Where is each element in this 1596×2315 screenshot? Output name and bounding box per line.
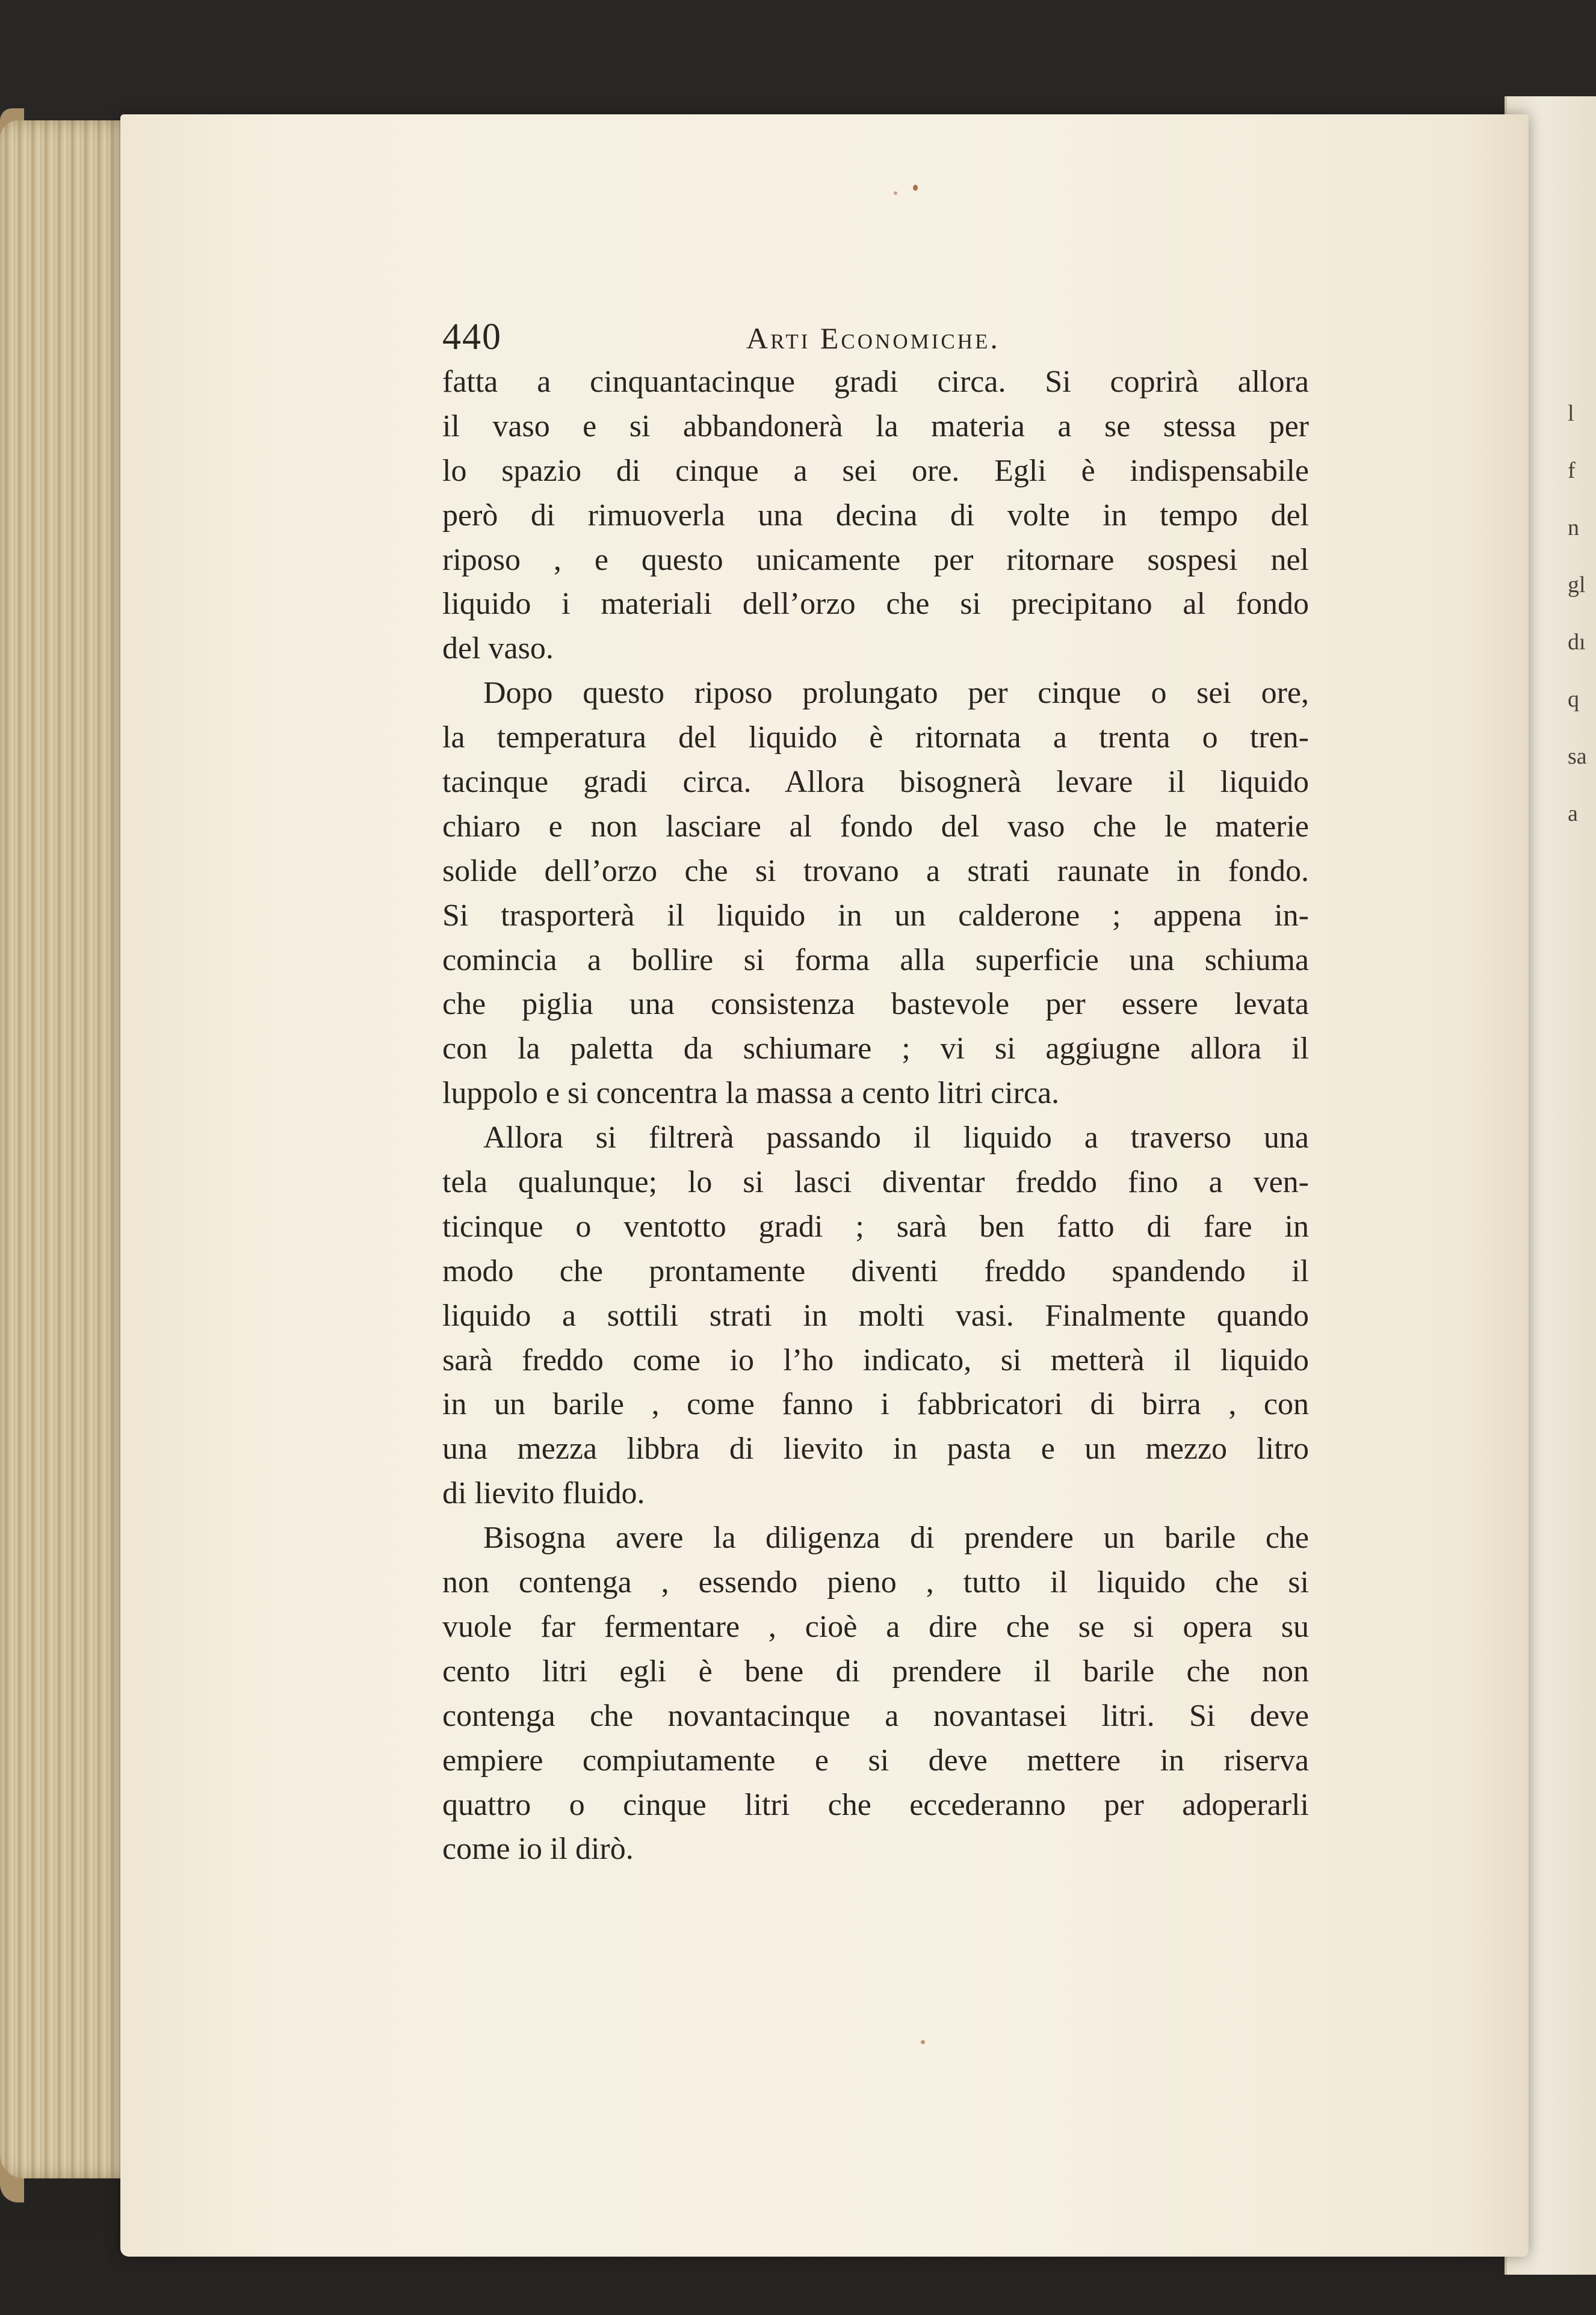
text-line: riposo , e questo unicamente per ritornare sospesi nel [442, 542, 1309, 577]
text-line: il vaso e si abbandonerà la materia a se stessa per [442, 409, 1309, 444]
text-line: in un barile , come fanno i fabbricatori di birra , con [442, 1387, 1309, 1422]
adjacent-page-fragment: n [1568, 515, 1579, 540]
text-line: empiere compiutamente e si deve mettere in riserva [442, 1743, 1309, 1778]
running-title: Arti Economiche. [746, 321, 1000, 355]
book-page-edges [0, 120, 138, 2178]
paragraph [442, 1516, 1309, 1871]
adjacent-page-fragment: f [1568, 458, 1576, 483]
text-line: Bisogna avere la diligenza di prendere un barile che [483, 1521, 1309, 1556]
text-line: liquido i materiali dell’orzo che si precipitano al fondo [442, 587, 1309, 622]
adjacent-page-fragment: sa [1568, 744, 1587, 769]
paper-speck [921, 2040, 925, 2044]
paper-speck [894, 191, 897, 195]
text-line: non contenga , essendo pieno , tutto il liquido che si [442, 1565, 1309, 1600]
paper-speck [913, 185, 918, 191]
text-line: comincia a bollire si forma alla superficie una schiuma [442, 942, 1309, 977]
paragraph [442, 360, 1309, 671]
adjacent-page-fragment: gl [1568, 572, 1586, 598]
text-line: tacinque gradi circa. Allora bisognerà levare il liquido [442, 765, 1309, 800]
adjacent-page-fragment: q [1568, 687, 1579, 712]
adjacent-page-text-fragments [1568, 385, 1596, 842]
adjacent-page-fragment: l [1568, 401, 1574, 426]
text-line: modo che prontamente diventi freddo spandendo il [442, 1253, 1309, 1288]
text-line: che piglia una consistenza bastevole per essere levata [442, 987, 1309, 1022]
adjacent-page-fragment: a [1568, 801, 1578, 826]
text-line: fatta a cinquantacinque gradi circa. Si coprirà allora [442, 365, 1309, 399]
text-line: tela qualunque; lo si lasci diventar freddo fino a ven- [442, 1165, 1309, 1200]
text-line: del vaso. [442, 631, 554, 666]
page-number: 440 [442, 317, 502, 357]
text-line: cento litri egli è bene di prendere il barile che non [442, 1654, 1309, 1689]
text-line: vuole far fermentare , cioè a dire che se si opera su [442, 1609, 1309, 1644]
text-line: ticinque o ventotto gradi ; sarà ben fatto di fare in [442, 1209, 1309, 1244]
text-line: chiaro e non lasciare al fondo del vaso che le materie [442, 809, 1309, 844]
text-line: sarà freddo come io l’ho indicato, si metterà il liquido [442, 1343, 1309, 1377]
text-line: come io il dirò. [442, 1832, 634, 1867]
text-line: lo spazio di cinque a sei ore. Egli è indispensabile [442, 453, 1309, 488]
text-line: contenga che novantacinque a novantasei litri. Si deve [442, 1698, 1309, 1733]
text-line: però di rimuoverla una decina di volte in tempo del [442, 498, 1309, 533]
paragraph [442, 671, 1309, 1116]
text-line: la temperatura del liquido è ritornata a trenta o tren- [442, 720, 1309, 755]
text-line: quattro o cinque litri che eccederanno per adoperarli [442, 1787, 1309, 1822]
text-line: Allora si filtrerà passando il liquido a traverso una [483, 1120, 1309, 1155]
text-line: una mezza libbra di lievito in pasta e un mezzo litro [442, 1432, 1309, 1467]
text-line: solide dell’orzo che si trovano a strati raunate in fondo. [442, 853, 1309, 888]
page-header [442, 316, 1044, 364]
text-line: con la paletta da schiumare ; vi si aggiugne allora il [442, 1031, 1309, 1066]
text-line: luppolo e si concentra la massa a cento litri circa. [442, 1076, 1060, 1111]
text-line: Dopo questo riposo prolungato per cinque o sei ore, [483, 676, 1309, 711]
text-line: di lievito fluido. [442, 1476, 645, 1511]
text-line: liquido a sottili strati in molti vasi. Finalmente quando [442, 1298, 1309, 1333]
adjacent-page-fragment: dı [1568, 629, 1586, 655]
text-line: Si trasporterà il liquido in un calderone ; appena in- [442, 898, 1309, 933]
paragraph [442, 1116, 1309, 1516]
body-text [442, 360, 1309, 1871]
